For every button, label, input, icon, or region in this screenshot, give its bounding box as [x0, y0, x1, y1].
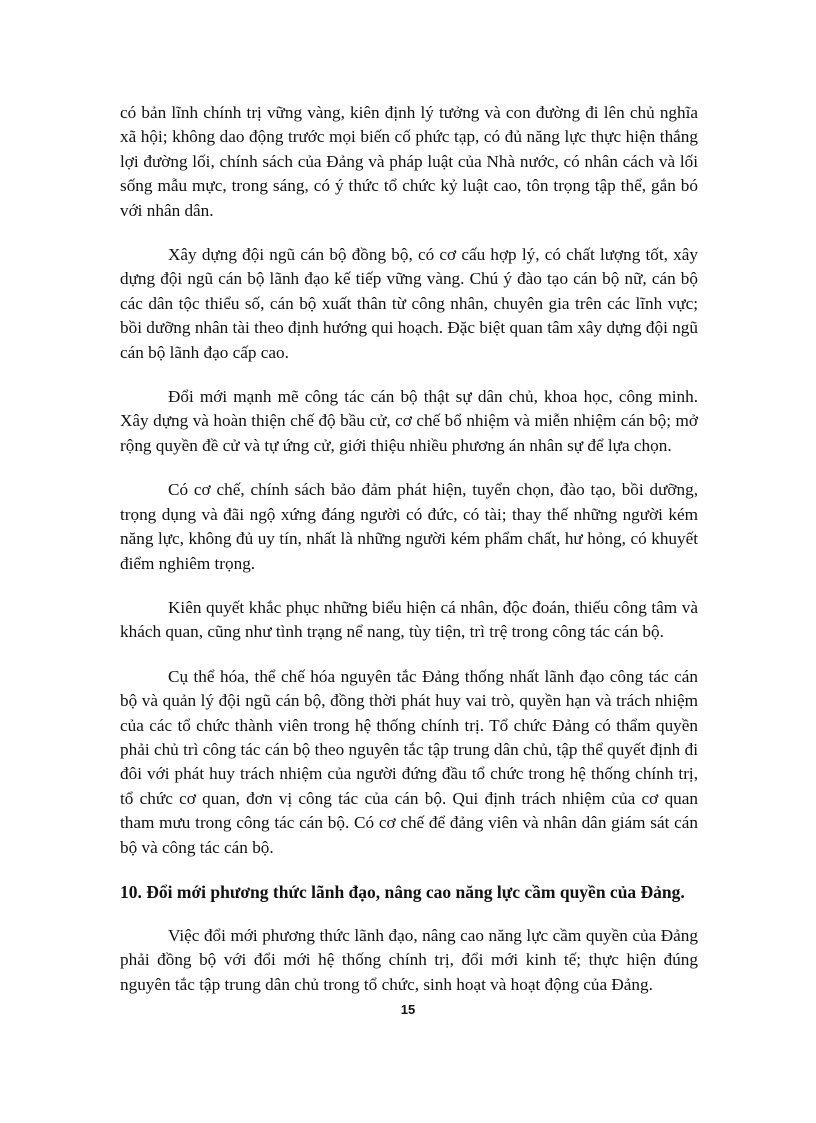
paragraph-institutionalize: Cụ thể hóa, thể chế hóa nguyên tắc Đảng thống nhất lãnh đạo công tác cán bộ và quản lý đội ngũ cán bộ, đồng thời phát huy vai trò, quyền hạn và trách nhiệm của các tổ chức thành viên trong hệ thống chính trị. Tổ chức Đảng có thẩm quyền phải chủ trì công tác cán bộ theo nguyên tắc tập trung dân chủ, tập thể quyết định đi đôi với phát huy trách nhiệm của người đứng đầu tổ chức trong hệ thống chính trị, tổ chức cơ quan, đơn vị công tác của cán bộ. Qui định trách nhiệm của cơ quan tham mưu trong công tác cán bộ. Có cơ chế để đảng viên và nhân dân giám sát cán bộ và công tác cán bộ.	[120, 666, 698, 857]
page-body	[120, 101, 698, 1017]
paragraph-cadre-reform: Đổi mới mạnh mẽ công tác cán bộ thật sự dân chủ, khoa học, công minh. Xây dựng và hoàn thiện chế độ bầu cử, cơ chế bổ nhiệm và miễn nhiệm cán bộ; mở rộng quyền đề cử và tự ứng cử, giới thiệu nhiều phương án nhân sự để lựa chọn.	[120, 387, 698, 455]
section-heading: 10. Đổi mới phương thức lãnh đạo, nâng cao năng lực cầm quyền của Đảng.	[120, 881, 685, 902]
paragraph-continuation: có bản lĩnh chính trị vững vàng, kiên định lý tưởng và con đường đi lên chủ nghĩa xã hội; không dao động trước mọi biến cố phức tạp, có đủ năng lực thực hiện thắng lợi đường lối, chính sách của Đảng và pháp luật của Nhà nước, có nhân cách và lối sống mẫu mực, trong sáng, có ý thức tổ chức kỷ luật cao, tôn trọng tập thể, gắn bó với nhân dân.	[120, 103, 698, 220]
paragraph-leadership-method: Việc đổi mới phương thức lãnh đạo, nâng cao năng lực cầm quyền của Đảng phải đồng bộ với đổi mới hệ thống chính trị, đổi mới kinh tế; thực hiện đúng nguyên tắc tập trung dân chủ trong tổ chức, sinh hoạt và hoạt động của Đảng.	[120, 925, 698, 994]
paragraph-cadre-policy: Có cơ chế, chính sách bảo đảm phát hiện, tuyển chọn, đào tạo, bồi dưỡng, trọng dụng và đãi ngộ xứng đáng người có đức, có tài; thay thế những người kém năng lực, không đủ uy tín, nhất là những người kém phẩm chất, hư hỏng, có khuyết điểm nghiêm trọng.	[120, 480, 698, 573]
paragraph-overcome-shortcomings: Kiên quyết khắc phục những biểu hiện cá nhân, độc đoán, thiếu công tâm và khách quan, cũng như tình trạng nể nang, tùy tiện, trì trệ trong công tác cán bộ.	[120, 597, 698, 642]
paragraph-cadre-team: Xây dựng đội ngũ cán bộ đồng bộ, có cơ cấu hợp lý, có chất lượng tốt, xây dựng đội ngũ cán bộ lãnh đạo kế tiếp vững vàng. Chú ý đào tạo cán bộ nữ, cán bộ các dân tộc thiểu số, cán bộ xuất thân từ công nhân, chuyên gia trên các lĩnh vực; bồi dưỡng nhân tài theo định hướng qui hoạch. Đặc biệt quan tâm xây dựng đội ngũ cán bộ lãnh đạo cấp cao.	[120, 245, 698, 362]
page-number: 15	[400, 1002, 416, 1017]
